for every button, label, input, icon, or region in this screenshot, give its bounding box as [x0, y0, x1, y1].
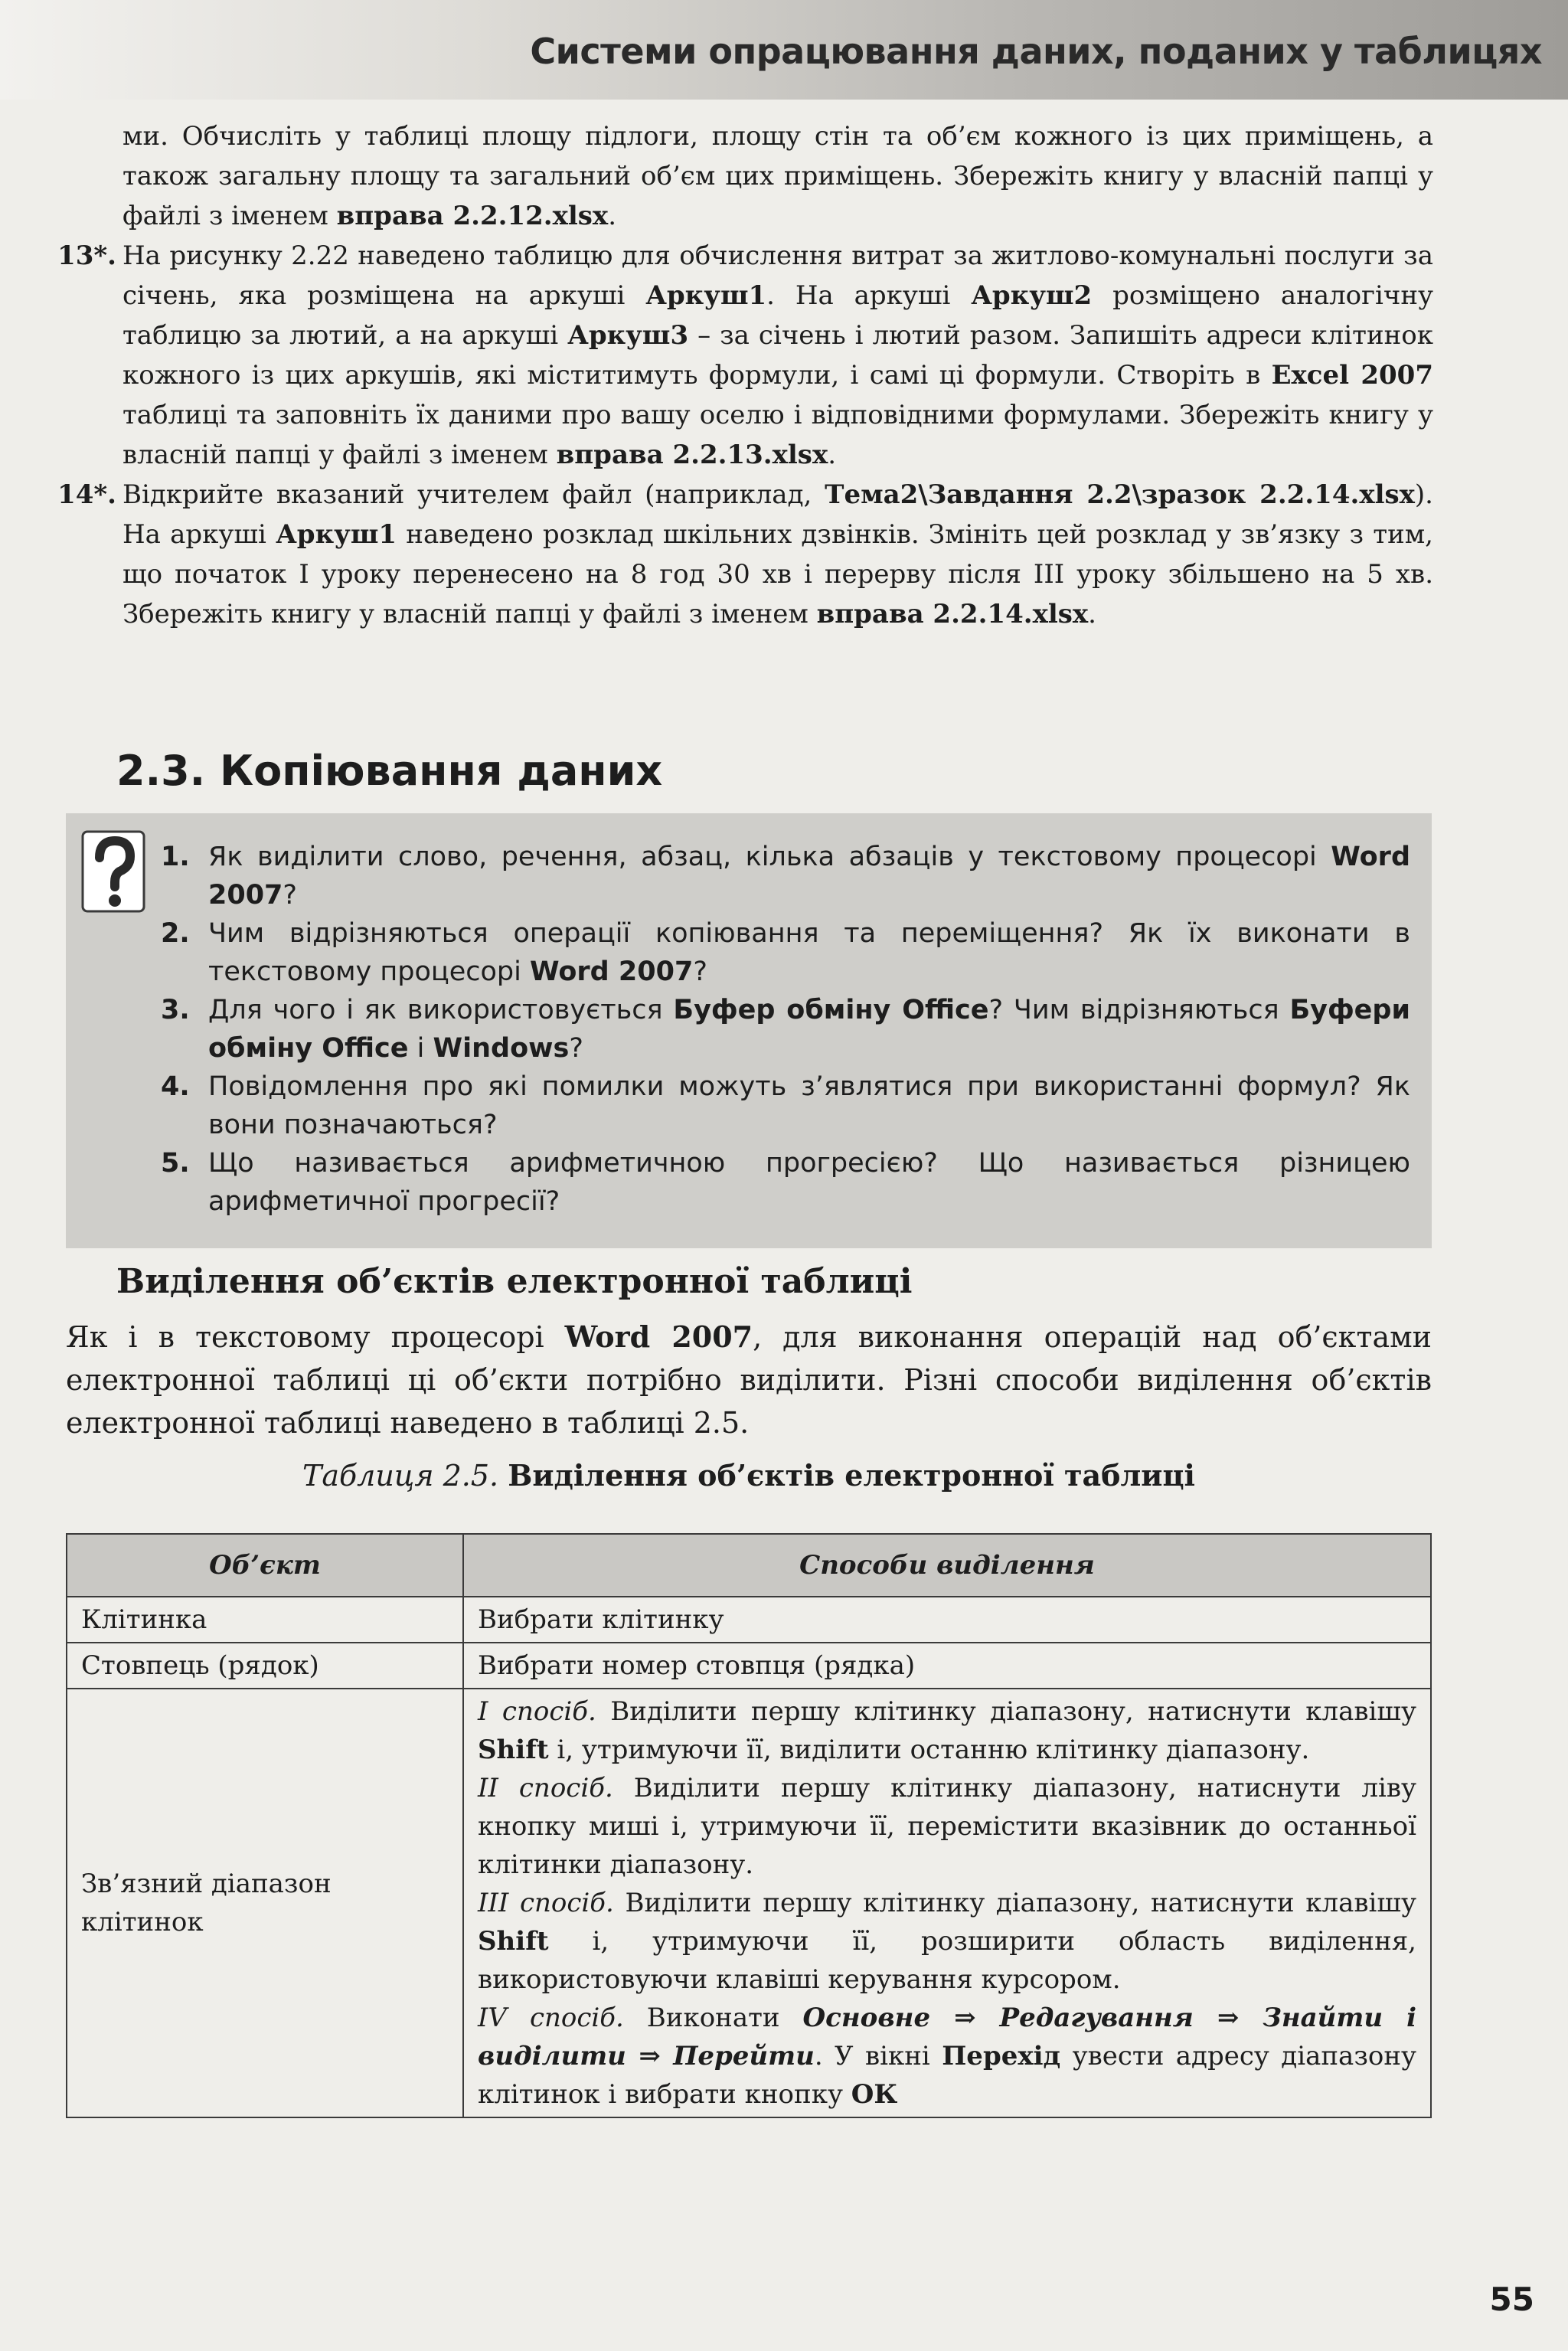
- method-paragraph: IV спосіб. Виконати Основне ⇒ Редагування ⇒ Знайти і виділити ⇒ Перейти. У вікні Перехід увести адресу діапазону клітинок і вибрати кнопку ОК: [478, 2003, 1417, 2110]
- page-header: [0, 0, 1568, 100]
- column-header-methods: Способи виділення: [463, 1534, 1431, 1597]
- question-item: 3. Для чого і як використовується Буфер обміну Office? Чим відрізняються Буфери обміну Office і Windows?: [161, 995, 1410, 1064]
- method-paragraph: II спосіб. Виділити першу клітинку діапазону, натиснути ліву кнопку миші і, утримуючи її, перемістити вказівник до останньої клітинки діапазону.: [478, 1773, 1416, 1880]
- object-cell: Клітинка: [67, 1597, 463, 1643]
- section-title: 2.3. Копіювання даних: [116, 747, 663, 795]
- table-row: [67, 1643, 1431, 1689]
- question-item: 5. Що називається арифметичною прогресією? Що називається різницею арифметичної прогресії?: [161, 1148, 1410, 1217]
- exercise-13: 13*. На рисунку 2.22 наведено таблицю для обчислення витрат за житлово-комунальні послуги за січень, яка розміщена на аркуші Аркуш1. На аркуші Аркуш2 розміщено аналогічну таблицю за лютий, а на аркуші Аркуш3 – за січень і лютий разом. Запишіть адреси клітинок кожного із цих аркушів, які міститимуть формули, і самі ці формули. Створіть в Excel 2007 таблиці та заповніть їх даними про вашу оселю і відповідними формулами. Збережіть книгу у власній папці у файлі з іменем вправа 2.2.13.xlsx.: [122, 236, 1433, 475]
- question-item: 4. Повідомлення про які помилки можуть з’являтися при використанні формул? Як вони позначаються?: [161, 1071, 1410, 1140]
- selection-methods-table: [66, 1533, 1432, 2118]
- table-caption: [66, 1458, 1432, 1493]
- table-caption-label: Таблиця 2.5.: [302, 1459, 499, 1493]
- method-paragraph: III спосіб. Виділити першу клітинку діапазону, натиснути клавішу Shift і, утримуючи її, розширити область виділення, використовуючи клавіші керування курсором.: [478, 1888, 1416, 1995]
- object-cell: Зв’язний діапазон клітинок: [67, 1689, 463, 2117]
- exercise-list: [57, 116, 1433, 634]
- table-row: [67, 1597, 1431, 1643]
- methods-cell: Вибрати клітинку: [463, 1597, 1431, 1643]
- table-header-row: [67, 1534, 1431, 1597]
- question-item: 1. Як виділити слово, речення, абзац, кілька абзаців у текстовому процесорі Word 2007?: [161, 842, 1410, 911]
- intro-paragraph: Як і в текстовому процесорі Word 2007, для виконання операцій над об’єктами електронної таблиці ці об’єкти потрібно виділити. Різні способи виділення об’єктів електронної таблиці наведено в таблиці 2.5.: [66, 1319, 1432, 1440]
- methods-cell: [463, 1689, 1431, 2117]
- exercise-14: 14*. Відкрийте вказаний учителем файл (наприклад, Тема2\Завдання 2.2\зразок 2.2.14.xlsx). На аркуші Аркуш1 наведено розклад шкільних дзвінків. Змініть цей розклад у зв’язку з тим, що початок I уроку перенесено на 8 год 30 хв і перерву після III уроку збільшено на 5 хв. Збережіть книгу у власній папці у файлі з іменем вправа 2.2.14.xlsx.: [122, 475, 1433, 634]
- subsection-title: Виділення об’єктів електронної таблиці: [116, 1262, 913, 1301]
- column-header-object: Об’єкт: [67, 1534, 463, 1597]
- question-mark-icon: [81, 830, 145, 913]
- exercise-number: 14*.: [57, 479, 116, 510]
- table-caption-title: Виділення об’єктів електронної таблиці: [508, 1458, 1195, 1493]
- question-item: 2. Чим відрізняються операції копіювання та переміщення? Як їх виконати в текстовому процесорі Word 2007?: [161, 918, 1410, 987]
- review-questions-box: [66, 813, 1432, 1248]
- methods-cell: Вибрати номер стовпця (рядка): [463, 1643, 1431, 1689]
- question-list: [161, 838, 1410, 1221]
- table-row: [67, 1689, 1431, 2117]
- exercise-number: 13*.: [57, 240, 116, 271]
- method-paragraph: I спосіб. Виділити першу клітинку діапазону, натиснути клавішу Shift і, утримуючи її, виділити останню клітинку діапазону.: [478, 1696, 1417, 1765]
- page-number: 55: [1489, 2281, 1534, 2318]
- exercise-12-continuation: ми. Обчисліть у таблиці площу підлоги, площу стін та об’єм кожного із цих приміщень, а також загальну площу та загальний об’єм цих приміщень. Збережіть книгу у власній папці у файлі з іменем вправа 2.2.12.xlsx.: [122, 121, 1433, 231]
- running-title: Системи опрацювання даних, поданих у таблицях: [530, 31, 1542, 72]
- object-cell: Стовпець (рядок): [67, 1643, 463, 1689]
